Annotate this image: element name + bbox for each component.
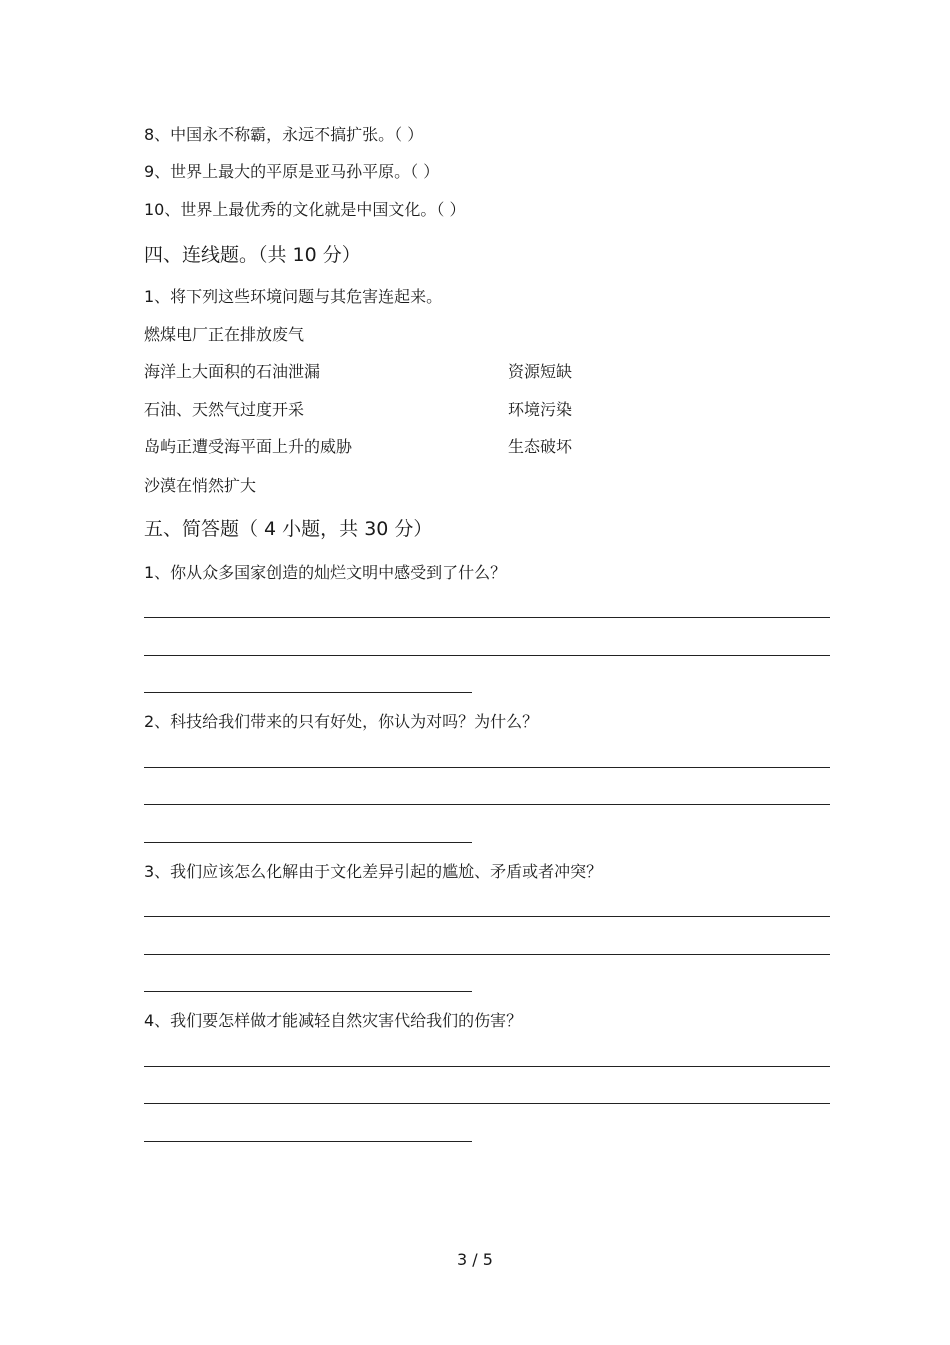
matching-left-item: 燃煤电厂正在排放废气 [144,325,305,344]
answer-line [144,1103,830,1104]
answer-line [144,767,830,768]
matching-left-item: 海洋上大面积的石油泄漏 [144,362,321,381]
section-5-title: 五、简答题（ 4 小题，共 30 分） [144,518,433,540]
short-answer-question-1: 1、你从众多国家创造的灿烂文明中感受到了什么？ [144,563,507,582]
answer-line [144,1066,830,1067]
matching-right-item: 资源短缺 [508,362,573,381]
short-answer-question-4: 4、我们要怎样做才能减轻自然灾害代给我们的伤害？ [144,1011,523,1030]
answer-line [144,804,830,805]
answer-line [144,1141,472,1142]
answer-line [144,692,472,693]
matching-right-item: 生态破坏 [508,437,573,456]
judgement-question-10: 10、世界上最优秀的文化就是中国文化。（ ） [144,200,466,219]
judgement-question-9: 9、世界上最大的平原是亚马孙平原。（ ） [144,162,440,181]
short-answer-question-2: 2、科技给我们带来的只有好处，你认为对吗？为什么？ [144,712,539,731]
judgement-question-8: 8、中国永不称霸，永远不搞扩张。（ ） [144,125,424,144]
matching-left-item: 沙漠在悄然扩大 [144,476,257,495]
answer-line [144,617,830,618]
answer-line [144,954,830,955]
answer-line [144,991,472,992]
short-answer-question-3: 3、我们应该怎么化解由于文化差异引起的尴尬、矛盾或者冲突？ [144,862,603,881]
matching-right-item: 环境污染 [508,400,573,419]
answer-line [144,916,830,917]
answer-line [144,655,830,656]
answer-line [144,842,472,843]
matching-left-item: 岛屿正遭受海平面上升的威胁 [144,437,353,456]
page-number: 3 / 5 [457,1250,493,1269]
matching-question-1: 1、将下列这些环境问题与其危害连起来。 [144,287,443,306]
section-4-title: 四、连线题。（共 10 分） [144,244,361,266]
matching-left-item: 石油、天然气过度开采 [144,400,305,419]
